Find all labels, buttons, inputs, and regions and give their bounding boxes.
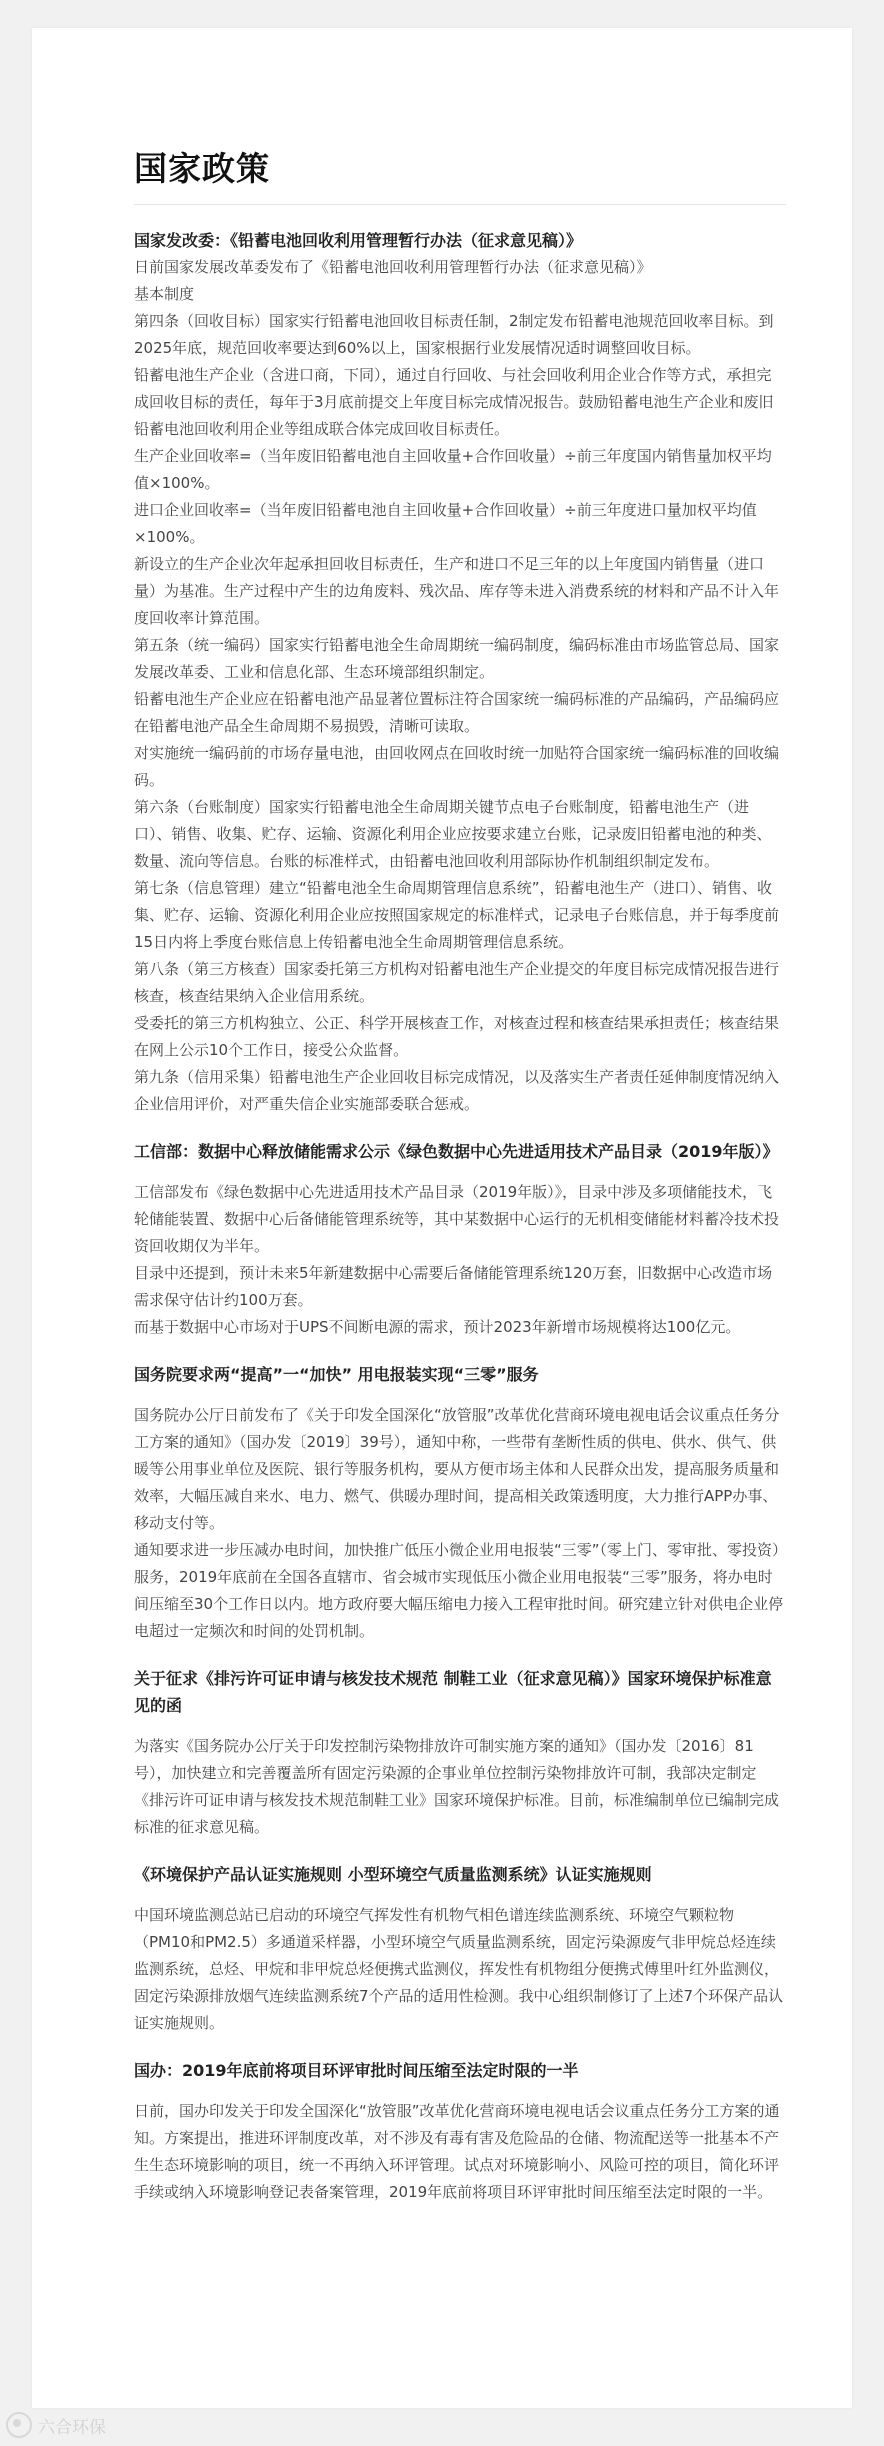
paragraph: 第六条（台账制度）国家实行铅蓄电池全生命周期关键节点电子台账制度，铅蓄电池生产（进口）、销售、收集、贮存、运输、资源化利用企业应按要求建立台账，记录废旧铅蓄电池的种类、数量、流向等信息。台账的标准样式，由铅蓄电池回收利用部际协作机制组织制定发布。 [134, 798, 772, 870]
section-title: 国家发改委：《铅蓄电池回收利用管理暂行办法（征求意见稿）》 [134, 231, 583, 250]
paragraph: 生产企业回收率=（当年废旧铅蓄电池自主回收量+合作回收量）÷前三年度国内销售量加权平均值×100%。 [134, 447, 772, 492]
paragraph: 第四条（回收目标）国家实行铅蓄电池回收目标责任制，2制定发布铅蓄电池规范回收率目标。到2025年底，规范回收率要达到60%以上，国家根据行业发展情况适时调整回收目标。 [134, 312, 774, 357]
paragraph: 第五条（统一编码）国家实行铅蓄电池全生命周期统一编码制度，编码标准由市场监管总局、国家发展改革委、工业和信息化部、生态环境部组织制定。 [134, 636, 780, 681]
section-title: 国办：2019年底前将项目环评审批时间压缩至法定时限的一半 [134, 2061, 579, 2080]
paragraph: 目录中还提到，预计未来5年新建数据中心需要后备储能管理系统120万套，旧数据中心改造市场需求保守估计约100万套。 [134, 1264, 773, 1309]
section [134, 1361, 786, 1645]
watermark-logo-icon [6, 2412, 32, 2438]
section [134, 1665, 786, 1841]
paragraph: 第七条（信息管理）建立“铅蓄电池全生命周期管理信息系统”，铅蓄电池生产（进口）、销售、收集、贮存、运输、资源化利用企业应按照国家规定的标准样式，记录电子台账信息，并于每季度前15日内将上季度台账信息上传铅蓄电池全生命周期管理信息系统。 [134, 879, 780, 951]
paragraph: 工信部发布《绿色数据中心先进适用技术产品目录（2019年版）》，目录中涉及多项储能技术，飞轮储能装置、数据中心后备储能管理系统等，其中某数据中心运行的无机相变储能材料蓄冷技术投资回收期仅为半年。 [134, 1183, 780, 1255]
paragraph: 国务院办公厅日前发布了《关于印发全国深化“放管服”改革优化营商环境电视电话会议重点任务分工方案的通知》（国办发〔2019〕39号），通知中称，一些带有垄断性质的供电、供水、供气、供暖等公用事业单位及医院、银行等服务机构，要从方便市场主体和人民群众出发，提高服务质量和效率，大幅压减自来水、电力、燃气、供暖办理时间，提高相关政策透明度，大力推行APP办事、移动支付等。 [134, 1406, 780, 1532]
paragraph: 第九条（信用采集）铅蓄电池生产企业回收目标完成情况，以及落实生产者责任延伸制度情况纳入企业信用评价，对严重失信企业实施部委联合惩戒。 [134, 1068, 780, 1113]
section [134, 1138, 786, 1341]
watermark-text: 六合环保 [38, 2417, 106, 2438]
article-card [32, 28, 852, 2408]
paragraph: 基本制度 [134, 285, 195, 303]
paragraph: 新设立的生产企业次年起承担回收目标责任，生产和进口不足三年的以上年度国内销售量（进口量）为基准。生产过程中产生的边角废料、残次品、库存等未进入消费系统的材料和产品不计入年度回收率计算范围。 [134, 555, 780, 627]
paragraph: 日前国家发展改革委发布了《铅蓄电池回收利用管理暂行办法（征求意见稿）》 [134, 258, 652, 276]
section-title: 国务院要求两“提高”一“加快” 用电报装实现“三零”服务 [134, 1365, 539, 1384]
page-title: 国家政策 [134, 143, 786, 205]
paragraph: 铅蓄电池生产企业（含进口商，下同），通过自行回收、与社会回收利用企业合作等方式，承担完成回收目标的责任，每年于3月底前提交上年度目标完成情况报告。鼓励铅蓄电池生产企业和废旧铅蓄电池回收利用企业等组成联合体完成回收目标责任。 [134, 366, 774, 438]
section-title: 《环境保护产品认证实施规则 小型环境空气质量监测系统》认证实施规则 [134, 1865, 652, 1884]
article-content [134, 143, 786, 2206]
paragraph: 日前，国办印发关于印发全国深化“放管服”改革优化营商环境电视电话会议重点任务分工方案的通知。方案提出，推进环评制度改革，对不涉及有毒有害及危险品的仓储、物流配送等一批基本不产生生态环境影响的项目，统一不再纳入环评管理。试点对环境影响小、风险可控的项目，简化环评手续或纳入环境影响登记表备案管理，2019年底前将项目环评审批时间压缩至法定时限的一半。 [134, 2102, 780, 2201]
section [134, 2057, 786, 2206]
paragraph: 受委托的第三方机构独立、公正、科学开展核查工作，对核查过程和核查结果承担责任；核查结果在网上公示10个工作日，接受公众监督。 [134, 1014, 780, 1059]
paragraph: 进口企业回收率=（当年废旧铅蓄电池自主回收量+合作回收量）÷前三年度进口量加权平均值×100%。 [134, 501, 757, 546]
paragraph: 为落实《国务院办公厅关于印发控制污染物排放许可制实施方案的通知》（国办发〔2016〕81号），加快建立和完善覆盖所有固定污染源的企事业单位控制污染物排放许可制，我部决定制定《排污许可证申请与核发技术规范制鞋工业》国家环境保护标准。目前，标准编制单位已编制完成标准的征求意见稿。 [134, 1737, 780, 1836]
paragraph: 铅蓄电池生产企业应在铅蓄电池产品显著位置标注符合国家统一编码标准的产品编码，产品编码应在铅蓄电池产品全生命周期不易损毁，清晰可读取。 [134, 690, 780, 735]
paragraph: 而基于数据中心市场对于UPS不间断电源的需求，预计2023年新增市场规模将达100亿元。 [134, 1318, 741, 1336]
paragraph: 通知要求进一步压减办电时间，加快推广低压小微企业用电报装“三零”（零上门、零审批、零投资）服务，2019年底前在全国各直辖市、省会城市实现低压小微企业用电报装“三零”服务，将办电时间压缩至30个工作日以内。地方政府要大幅压缩电力接入工程审批时间。研究建立针对供电企业停电超过一定频次和时间的处罚机制。 [134, 1541, 784, 1640]
section-title: 关于征求《排污许可证申请与核发技术规范 制鞋工业（征求意见稿）》国家环境保护标准意见的函 [134, 1669, 772, 1715]
paragraph: 第八条（第三方核查）国家委托第三方机构对铅蓄电池生产企业提交的年度目标完成情况报告进行核查，核查结果纳入企业信用系统。 [134, 960, 780, 1005]
watermark [6, 2412, 106, 2438]
paragraph: 对实施统一编码前的市场存量电池，由回收网点在回收时统一加贴符合国家统一编码标准的回收编码。 [134, 744, 780, 789]
section [134, 1861, 786, 2037]
section [134, 227, 786, 1118]
section-title: 工信部：数据中心释放储能需求公示《绿色数据中心先进适用技术产品目录（2019年版）》 [134, 1142, 779, 1161]
paragraph: 中国环境监测总站已启动的环境空气挥发性有机物气相色谱连续监测系统、环境空气颗粒物（PM10和PM2.5）多通道采样器，小型环境空气质量监测系统，固定污染源废气非甲烷总烃连续监测系统，总烃、甲烷和非甲烷总烃便携式监测仪，挥发性有机物组分便携式傅里叶红外监测仪，固定污染源排放烟气连续监测系统7个产品的适用性检测。我中心组织制修订了上述7个环保产品认证实施规则。 [134, 1906, 784, 2032]
